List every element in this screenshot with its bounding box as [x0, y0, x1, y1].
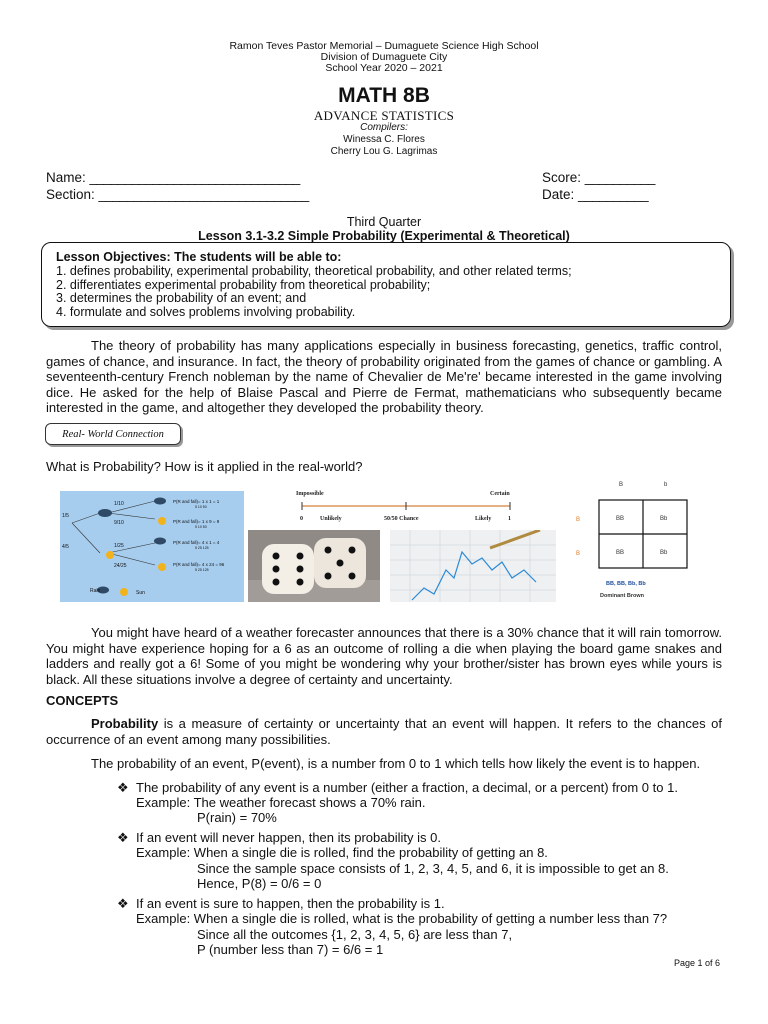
punnett-caption: BB, BB, Bb, Bb — [606, 581, 646, 587]
outcome-label: P(R and fall)= 4 x 24 = 96 — [173, 562, 225, 567]
name-blank[interactable]: ______________________________ — [89, 170, 300, 185]
die-right — [314, 538, 366, 588]
page-subtitle: ADVANCE STATISTICS — [313, 108, 455, 123]
name-field[interactable] — [46, 170, 300, 185]
punnett-col-label: b — [664, 482, 668, 488]
legend-sun-label: Sun — [136, 590, 145, 596]
branch-label: 1/5 — [62, 513, 69, 519]
objectives-box — [41, 242, 731, 327]
section-field[interactable] — [46, 187, 309, 202]
score-label: Score: — [542, 170, 582, 185]
date-label: Date: — [542, 187, 575, 202]
branch-label: 1/10 — [114, 501, 124, 507]
date-field[interactable] — [542, 187, 648, 202]
punnett-cell: Bb — [660, 550, 668, 556]
bullet-line: If an event is sure to happen, then the probability is 1. — [136, 896, 445, 911]
division-name: Division of Dumaguete City — [320, 51, 448, 63]
legend-rain-label: Rain — [90, 588, 101, 594]
punnett-square — [568, 474, 694, 604]
punnett-row-label: B — [576, 551, 581, 557]
bullet-line: P (number less than 7) = 6/6 = 1 — [197, 942, 384, 957]
bullet-icon: ❖ — [117, 780, 129, 795]
scale-zero-label: 0 — [300, 516, 303, 522]
question-text: What is Probability? How is it applied in the real-world? — [46, 459, 363, 474]
branch-label: 4/5 — [62, 544, 69, 550]
objective-item: 3. determines the probability of an event; and — [56, 291, 307, 306]
scale-certain-label: Certain — [490, 491, 510, 497]
outcome-label: P(R and fall)= 4 x 1 = 4 — [173, 540, 220, 545]
objective-item: 4. formulate and solves problems involving probability. — [56, 305, 356, 320]
section-blank[interactable]: ______________________________ — [98, 187, 309, 202]
line-chart-photo — [390, 530, 556, 602]
event-definition: The probability of an event, P(event), is a number from 0 to 1 which tells how likely the event is to happen. — [91, 756, 701, 771]
paragraph-2: You might have heard of a weather forecaster announces that there is a 30% chance that it will rain tomorrow. You might have experience hoping for a 6 as an outcome of rolling a die when playing the board game snakes and ladders and really got a 6! Some of you might be wondering why your brother/sister has brown eyes while yours is black. All these situations involve a degree of certainty and uncertainty. — [46, 625, 722, 687]
scale-likely-label: Likely — [475, 516, 492, 522]
name-label: Name: — [46, 170, 86, 185]
page-title: MATH 8B — [338, 84, 430, 107]
compiler-2: Cherry Lou G. Lagrimas — [330, 146, 438, 157]
bullet-line: Hence, P(8) = 0/6 = 0 — [197, 876, 322, 891]
outcome-denominator: 5 10 50 — [195, 525, 207, 529]
outcome-label: P(R and fall)= 1 x 1 = 1 — [173, 499, 220, 504]
outcome-denominator: 5 10 50 — [195, 505, 207, 509]
bullet-line: P(rain) = 70% — [197, 810, 277, 825]
outcome-denominator: 5 25 125 — [195, 546, 209, 550]
bullet-icon: ❖ — [117, 896, 129, 911]
bullet-line: Since the sample space consists of 1, 2, 3, 4, 5, and 6, it is impossible to get an 8. — [197, 861, 669, 876]
probability-definition — [46, 716, 722, 747]
punnett-col-label: B — [619, 482, 624, 488]
bullet-line: Example: When a single die is rolled, what is the probability of getting a number less than 7? — [136, 911, 668, 926]
compilers-label: Compilers: — [360, 122, 408, 133]
branch-label: 24/25 — [114, 563, 127, 569]
intro-paragraph: The theory of probability has many applications especially in business forecasting, genetics, traffic control, games of chance, and insurance. In fact, the theory of probability originated from the games of chance or gambling. A seventeenth-century French nobleman by the name of Chevalier de Me're' became interested in the game involving dice. He asked for the help of Blaise Pascal and Pierre de Fermat, mathematicians who subsequently became interested in the game, and altogether they developed the probability theory. — [46, 338, 722, 416]
real-world-connection-label: Real- World Connection — [45, 423, 181, 445]
probability-term: Probability — [91, 716, 159, 731]
branch-label: 9/10 — [114, 520, 124, 526]
date-blank[interactable]: __________ — [578, 187, 649, 202]
punnett-cell: BB — [616, 550, 625, 556]
scale-unlikely-label: Unlikely — [320, 516, 342, 522]
school-year: School Year 2020 – 2021 — [325, 62, 443, 74]
scale-one-label: 1 — [508, 516, 511, 522]
bullet-line: The probability of any event is a number (either a fraction, a decimal, or a percent) from 0 to 1. — [136, 780, 678, 795]
bullet-line: Since all the outcomes {1, 2, 3, 4, 5, 6} are less than 7, — [197, 927, 513, 942]
bullet-line: If an event will never happen, then its probability is 0. — [136, 830, 441, 845]
score-field[interactable] — [542, 170, 655, 185]
outcome-denominator: 5 25 125 — [195, 568, 209, 572]
section-label: Section: — [46, 187, 95, 202]
scale-impossible-label: Impossible — [296, 491, 324, 497]
bullet-line: Example: The weather forecast shows a 70% rain. — [136, 795, 426, 810]
quarter-label: Third Quarter — [346, 215, 422, 229]
concepts-heading: CONCEPTS — [46, 693, 119, 708]
school-name: Ramon Teves Pastor Memorial – Dumaguete Science High School — [229, 40, 539, 52]
scale-even-label: 50/50 Chance — [384, 516, 419, 522]
weather-tree-diagram — [60, 491, 244, 602]
compiler-1: Winessa C. Flores — [343, 134, 425, 145]
objective-item: 2. differentiates experimental probability from theoretical probability; — [56, 277, 431, 292]
branch-label: 1/25 — [114, 543, 124, 549]
page-number: Page 1 of 6 — [673, 958, 720, 968]
die-left — [262, 544, 314, 594]
objective-item: 1. defines probability, experimental probability, theoretical probability, and other related terms; — [56, 263, 572, 278]
punnett-cell: Bb — [660, 516, 668, 522]
bullet-line: Example: When a single die is rolled, find the probability of getting an 8. — [136, 845, 548, 860]
lesson-title: Lesson 3.1-3.2 Simple Probability (Experimental & Theoretical) — [198, 229, 570, 243]
score-blank[interactable]: __________ — [584, 170, 655, 185]
punnett-row-label: B — [576, 517, 581, 523]
probability-scale — [296, 486, 518, 524]
bullet-icon: ❖ — [117, 830, 129, 845]
punnett-cell: BB — [616, 516, 625, 522]
objectives-heading: Lesson Objectives: The students will be able to: — [56, 250, 342, 264]
dice-photo — [248, 530, 380, 602]
punnett-caption-2: Dominant Brown — [600, 593, 644, 599]
probability-definition-text: is a measure of certainty or uncertainty that an event will happen. It refers to the chances of occurrence of an event among many possibilities. — [46, 716, 722, 747]
outcome-label: P(R and fall)= 1 x 9 = 9 — [173, 519, 220, 524]
